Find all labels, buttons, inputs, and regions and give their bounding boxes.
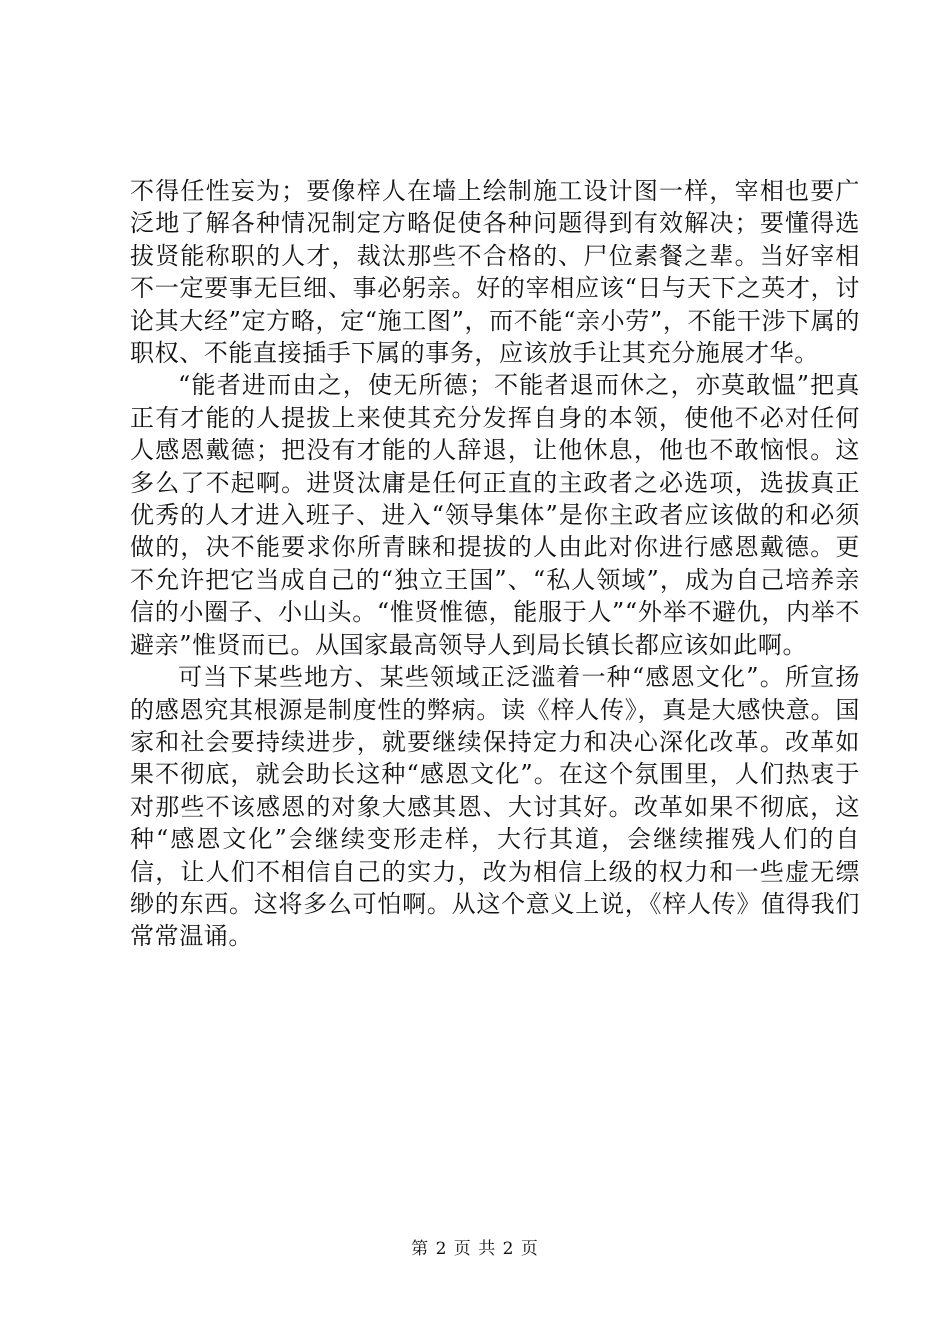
page-footer: 第 2 页 共 2 页	[411, 1239, 539, 1259]
paragraph: 可当下某些地方、某些领域正泛滥着一种“感恩文化”。所宣扬的感恩究其根源是制度性的弊病。读《梓人传》，真是大感快意。国家和社会要持续进步，就要继续保持定力和决心深化改革。改革如果不彻底，就会助长这种“感恩文化”。在这个氛围里，人们热衷于对那些不该感恩的对象大感其恩、大讨其好。改革如果不彻底，这种“感恩文化”会继续变形走样，大行其道，会继续摧残人们的自信，让人们不相信自己的实力，改为相信上级的权力和一些虚无缥缈的东西。这将多么可怕啊。从这个意义上说，《梓人传》值得我们常常温诵。	[130, 663, 860, 951]
document-body	[130, 175, 860, 953]
paragraph-continued: 不得任性妄为；要像梓人在墙上绘制施工设计图一样，宰相也要广泛地了解各种情况制定方略促使各种问题得到有效解决；要懂得选拔贤能称职的人才，裁汰那些不合格的、尸位素餐之辈。当好宰相不一定要事无巨细、事必躬亲。好的宰相应该“日与天下之英才，讨论其大经”定方略，定“施工图”，而不能“亲小劳”，不能干涉下属的职权、不能直接插手下属的事务，应该放手让其充分施展才华。	[130, 177, 860, 368]
paragraph: “能者进而由之，使无所德；不能者退而休之，亦莫敢愠”把真正有才能的人提拔上来使其充分发挥自身的本领，使他不必对任何人感恩戴德；把没有才能的人辞退，让他休息，他也不敢恼恨。这多么了不起啊。进贤汰庸是任何正直的主政者之必选项，选拔真正优秀的人才进入班子、进入“领导集体”是你主政者应该做的和必须做的，决不能要求你所青睐和提拔的人由此对你进行感恩戴德。更不允许把它当成自己的“独立王国”、“私人领域”，成为自己培养亲信的小圈子、小山头。“惟贤惟德，能服于人”“外举不避仇，内举不避亲”惟贤而已。从国家最高领导人到局长镇长都应该如此啊。	[130, 371, 860, 659]
